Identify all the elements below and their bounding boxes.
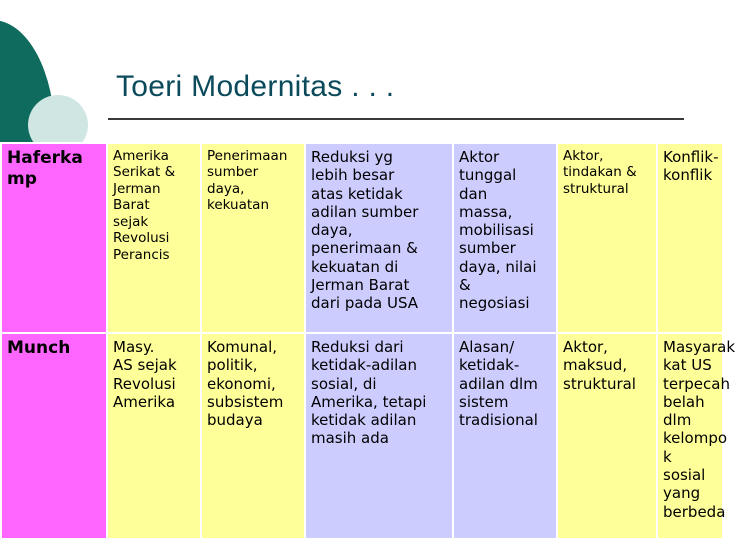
cell-text: Alasan/ ketidak- adilan dlm sistem tradisional xyxy=(459,338,538,430)
table-cell xyxy=(1,143,107,333)
table-cell xyxy=(305,333,453,539)
cell-text: Munch xyxy=(7,338,71,358)
cell-text: Penerimaan sumber daya, kekuatan xyxy=(207,148,288,214)
title-underline xyxy=(108,118,684,120)
cell-text: Reduksi yg lebih besar atas ketidak adilan sumber daya, penerimaan & kekuatan di Jerman Barat dari pada USA xyxy=(311,148,419,313)
table-cell xyxy=(201,333,305,539)
table-cell xyxy=(107,143,201,333)
table-cell xyxy=(557,333,657,539)
table-cell xyxy=(1,333,107,539)
table-cell xyxy=(557,143,657,333)
table-cell xyxy=(453,333,557,539)
cell-text: Masyarak kat US terpecah belah dlm kelompo k sosial yang berbeda xyxy=(663,338,735,521)
comparison-table xyxy=(0,142,735,540)
cell-text: Aktor tunggal dan massa, mobilisasi sumber daya, nilai & negosiasi xyxy=(459,148,537,313)
cell-text: Aktor, maksud, struktural xyxy=(563,338,636,393)
cell-text: Aktor, tindakan & struktural xyxy=(563,148,637,197)
table-cell xyxy=(453,143,557,333)
table-cell xyxy=(107,333,201,539)
table-row xyxy=(1,333,723,539)
cell-text: Amerika Serikat & Jerman Barat sejak Revolusi Perancis xyxy=(113,148,176,263)
table-cell xyxy=(657,333,735,539)
cell-text: Reduksi dari ketidak-adilan sosial, di Amerika, tetapi ketidak adilan masih ada xyxy=(311,338,427,448)
cell-text: Komunal, politik, ekonomi, subsistem budaya xyxy=(207,338,284,430)
cell-text: Konflik- konflik xyxy=(663,148,719,185)
table-cell xyxy=(201,143,305,333)
slide-title: Toeri Modernitas . . . xyxy=(116,70,395,103)
table-row xyxy=(1,143,723,333)
table-cell xyxy=(657,143,723,333)
cell-text: Haferka mp xyxy=(7,148,83,189)
cell-text: Masy. AS sejak Revolusi Amerika xyxy=(113,338,177,411)
table-cell xyxy=(305,143,453,333)
